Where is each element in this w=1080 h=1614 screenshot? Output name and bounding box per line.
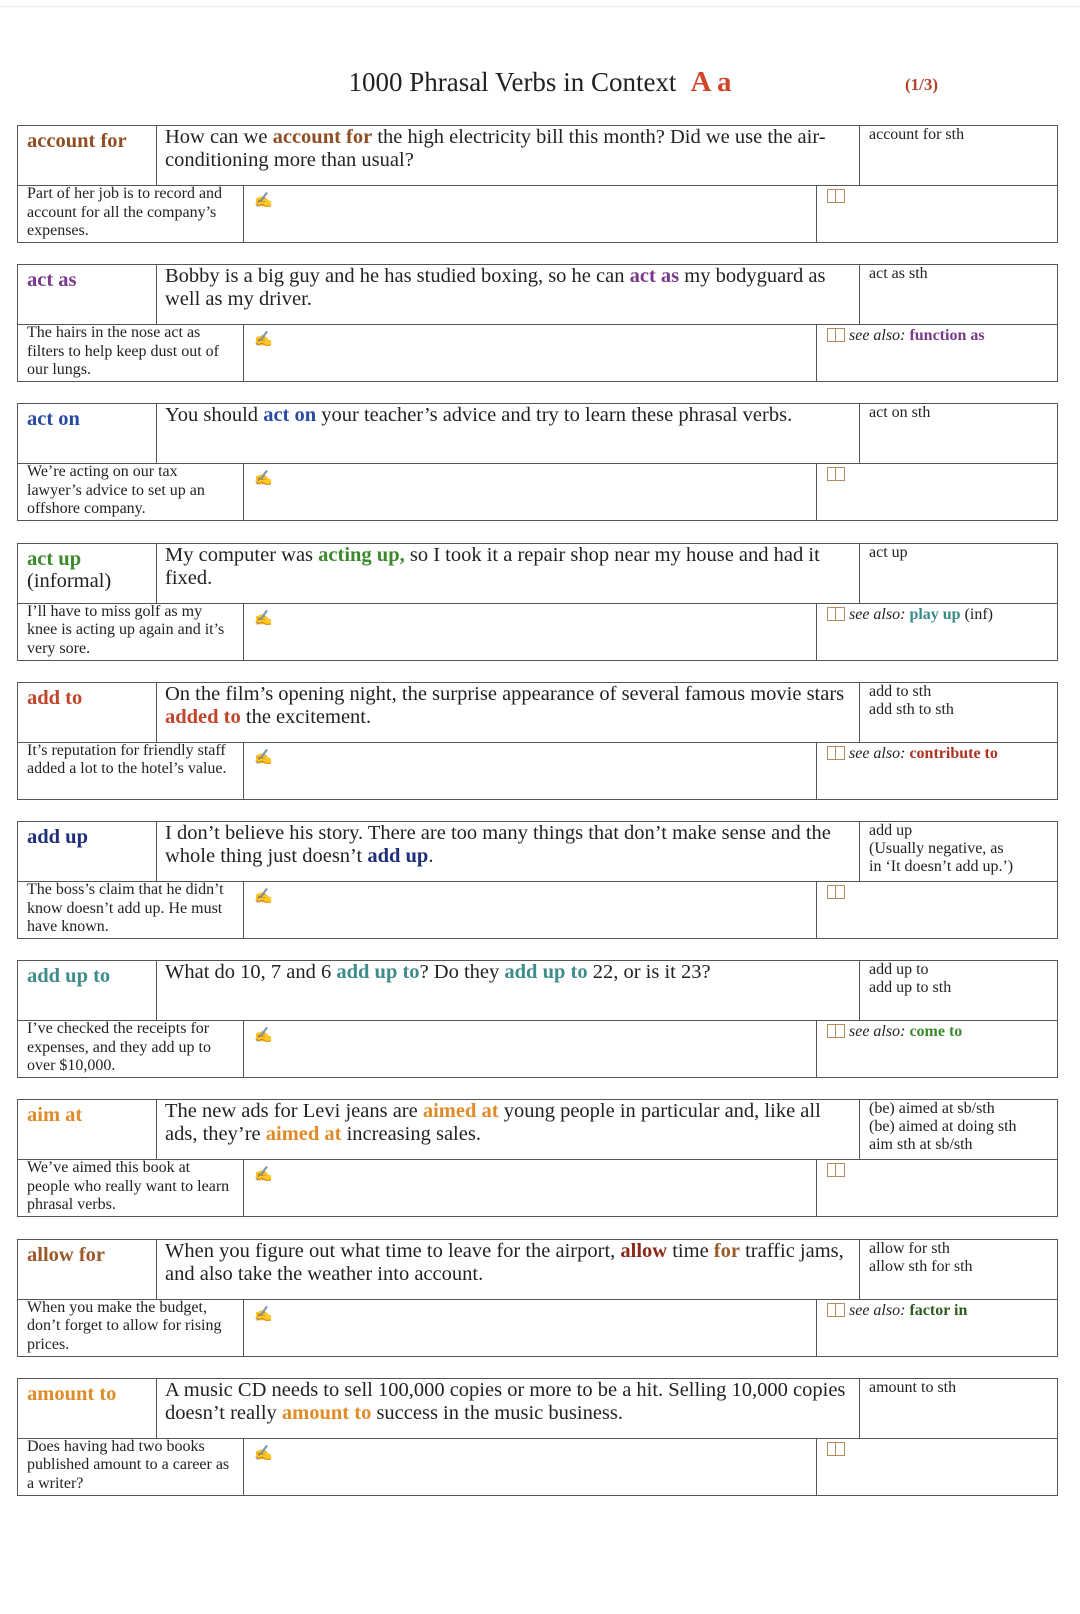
entry-block xyxy=(17,125,1058,243)
entry-block xyxy=(17,821,1058,939)
title-letters: A a xyxy=(690,66,732,98)
sentence-text: increasing sales. xyxy=(341,1123,481,1146)
entry-bottom-row xyxy=(18,1020,1057,1077)
see-also-verb[interactable]: contribute to xyxy=(909,744,998,762)
reference-cell xyxy=(817,1159,1057,1216)
example-sentence xyxy=(157,404,860,463)
entry-top-row xyxy=(18,683,1057,743)
second-example: The boss’s claim that he didn’t know doesn’t add up. He must have known. xyxy=(18,881,244,938)
notes-area[interactable] xyxy=(244,463,817,520)
book-icon xyxy=(827,607,845,621)
grammar-patterns xyxy=(860,544,1057,603)
entry-top-row xyxy=(18,1100,1057,1160)
sentence-text: The new ads for Levi jeans are xyxy=(165,1100,423,1123)
see-also-label: see also: xyxy=(849,327,910,345)
sentence-text: the excitement. xyxy=(240,705,372,728)
grammar-patterns xyxy=(860,265,1057,324)
reference-cell xyxy=(817,742,1057,799)
grammar-pattern: (Usually negative, as xyxy=(869,840,1004,857)
example-sentence xyxy=(157,544,860,603)
example-sentence xyxy=(157,1100,860,1159)
grammar-pattern: (be) aimed at sb/sth xyxy=(869,1100,995,1118)
book-icon xyxy=(827,467,845,481)
see-also-verb[interactable]: come to xyxy=(909,1023,963,1041)
notes-area[interactable] xyxy=(244,185,817,242)
notes-area[interactable] xyxy=(244,742,817,799)
phrasal-verb-cell xyxy=(18,1379,157,1438)
entry-block xyxy=(17,543,1058,661)
see-also-label: see also: xyxy=(849,605,910,623)
grammar-pattern: add up to xyxy=(869,961,929,979)
notes-area[interactable] xyxy=(244,1159,817,1216)
pencil-icon: ✍ xyxy=(254,1028,273,1045)
entry-block xyxy=(17,1239,1058,1357)
pencil-icon: ✍ xyxy=(254,749,273,766)
grammar-patterns xyxy=(860,961,1057,1020)
pencil-icon: ✍ xyxy=(254,1445,273,1462)
entry-top-row xyxy=(18,404,1057,464)
highlighted-verb: add up xyxy=(367,845,429,867)
grammar-pattern: act on sth xyxy=(869,404,931,422)
phrasal-verb-cell xyxy=(18,1240,157,1299)
entry-bottom-row xyxy=(18,1299,1057,1356)
see-also-suffix: (inf) xyxy=(960,605,994,623)
example-sentence xyxy=(157,961,860,1020)
reference-cell xyxy=(817,324,1057,381)
entry-block xyxy=(17,1378,1058,1496)
entry-block xyxy=(17,1099,1058,1217)
sentence-text: ? Do they xyxy=(419,961,505,984)
phrasal-verb: amount to xyxy=(27,1382,117,1405)
entry-bottom-row xyxy=(18,185,1057,242)
sentence-text: A music CD needs to sell 100,000 copies or more to be a hit. Selling 10,000 copies doesn’t really xyxy=(165,1378,846,1424)
phrasal-verb-cell xyxy=(18,126,157,185)
sentence-text: When you figure out what time to leave for the airport, xyxy=(165,1239,621,1262)
example-sentence xyxy=(157,822,860,881)
entry-block xyxy=(17,682,1058,800)
reference-cell xyxy=(817,185,1057,242)
sentence-text: the high electricity bill this month? Did we use the air-conditioning more than usual? xyxy=(165,126,826,171)
pencil-icon: ✍ xyxy=(254,889,273,905)
second-example: We’re acting on our tax lawyer’s advice to set up an offshore company. xyxy=(18,463,244,520)
book-icon xyxy=(827,885,845,899)
reference-cell xyxy=(817,603,1057,660)
grammar-patterns xyxy=(860,404,1057,463)
reference-cell xyxy=(817,1020,1057,1077)
highlighted-verb: add up to xyxy=(336,961,420,984)
grammar-pattern: aim sth at sb/sth xyxy=(869,1136,973,1154)
book-icon xyxy=(827,1163,845,1177)
phrasal-verb-cell xyxy=(18,822,157,881)
entry-top-row xyxy=(18,1240,1057,1300)
sentence-text: . xyxy=(428,845,434,867)
grammar-pattern: add to sth xyxy=(869,682,932,700)
highlighted-verb: act on xyxy=(263,404,317,427)
pencil-icon: ✍ xyxy=(254,1306,273,1323)
grammar-pattern: allow for sth xyxy=(869,1239,950,1257)
pencil-icon: ✍ xyxy=(254,471,273,488)
sentence-text: traffic jams, and also take the weather into account. xyxy=(165,1239,844,1285)
pencil-icon: ✍ xyxy=(254,193,273,209)
grammar-pattern: add up to sth xyxy=(869,979,952,997)
sentence-text: How can we xyxy=(165,126,273,148)
phrasal-verb-cell xyxy=(18,544,157,603)
see-also-label: see also: xyxy=(849,1023,910,1041)
phrasal-verb-cell xyxy=(18,404,157,463)
grammar-patterns xyxy=(860,1240,1057,1299)
grammar-pattern: add sth to sth xyxy=(869,700,954,718)
entry-top-row xyxy=(18,961,1057,1021)
pencil-icon: ✍ xyxy=(254,332,273,349)
phrasal-verb: act on xyxy=(27,408,80,431)
highlighted-verb: for xyxy=(713,1239,740,1262)
notes-area[interactable] xyxy=(244,324,817,381)
grammar-pattern: add up xyxy=(869,822,913,839)
example-sentence xyxy=(157,126,860,185)
reference-cell xyxy=(817,463,1057,520)
example-sentence xyxy=(157,1379,860,1438)
notes-area[interactable] xyxy=(244,1020,817,1077)
phrasal-verb: add up xyxy=(27,826,88,848)
pencil-icon: ✍ xyxy=(254,1167,273,1184)
page-indicator: (1/3) xyxy=(905,75,939,94)
book-icon xyxy=(827,189,845,203)
example-sentence xyxy=(157,683,860,742)
phrasal-verb-cell xyxy=(18,683,157,742)
sentence-text: success in the music business. xyxy=(371,1401,623,1424)
reference-cell xyxy=(817,1299,1057,1356)
highlighted-verb: acting up, xyxy=(318,543,405,566)
book-icon xyxy=(827,328,845,342)
reference-cell xyxy=(817,1438,1057,1495)
second-example: When you make the budget, don’t forget to allow for rising prices. xyxy=(18,1299,244,1356)
sentence-text: What do 10, 7 and 6 xyxy=(165,961,337,984)
usage-note: (informal) xyxy=(27,569,112,592)
phrasal-verb: aim at xyxy=(27,1104,83,1127)
highlighted-verb: amount to xyxy=(281,1401,372,1424)
entry-block xyxy=(17,264,1058,382)
grammar-pattern: amount to sth xyxy=(869,1378,957,1396)
highlighted-verb: added to xyxy=(165,705,241,728)
second-example: We’ve aimed this book at people who really want to learn phrasal verbs. xyxy=(18,1159,244,1216)
entry-top-row xyxy=(18,1379,1057,1439)
phrasal-verb: add to xyxy=(27,686,83,709)
book-icon xyxy=(827,1303,845,1317)
notes-area[interactable] xyxy=(244,603,817,660)
entry-top-row xyxy=(18,126,1057,186)
second-example: I’ll have to miss golf as my knee is acting up again and it’s very sore. xyxy=(18,603,244,660)
sentence-text: young people in particular and, like all ads, they’re xyxy=(165,1100,821,1146)
highlighted-verb: act as xyxy=(629,265,680,288)
grammar-patterns xyxy=(860,1100,1057,1159)
notes-area[interactable] xyxy=(244,881,817,938)
entry-bottom-row xyxy=(18,1438,1057,1495)
grammar-patterns xyxy=(860,126,1057,185)
highlighted-verb: allow xyxy=(620,1239,668,1262)
sentence-text: You should xyxy=(165,404,264,427)
sentence-text: Bobby is a big guy and he has studied boxing, so he can xyxy=(165,265,630,288)
book-icon xyxy=(827,1024,845,1038)
second-example: Does having had two books published amount to a career as a writer? xyxy=(18,1438,244,1495)
grammar-pattern: act as sth xyxy=(869,265,928,283)
sentence-text: your teacher’s advice and try to learn these phrasal verbs. xyxy=(316,404,793,427)
phrasal-verb: act as xyxy=(27,269,77,292)
see-also-verb[interactable]: function as xyxy=(909,327,985,345)
entry-bottom-row xyxy=(18,463,1057,520)
example-sentence xyxy=(157,1240,860,1299)
see-also-verb[interactable]: factor in xyxy=(909,1301,968,1319)
reference-cell xyxy=(817,881,1057,938)
phrasal-verb: act up xyxy=(27,547,82,570)
second-example: Part of her job is to record and account for all the company’s expenses. xyxy=(18,185,244,242)
second-example: I’ve checked the receipts for expenses, and they add up to over $10,000. xyxy=(18,1020,244,1077)
sentence-text: 22, or is it 23? xyxy=(587,961,711,984)
sentence-text: time xyxy=(667,1239,714,1262)
see-also-label: see also: xyxy=(849,744,910,762)
grammar-pattern: in ‘It doesn’t add up.’) xyxy=(869,858,1014,875)
grammar-pattern: account for sth xyxy=(869,126,965,143)
phrasal-verb: account for xyxy=(27,130,127,152)
see-also-verb[interactable]: play up xyxy=(909,605,961,623)
second-example: The hairs in the nose act as filters to help keep dust out of our lungs. xyxy=(18,324,244,381)
grammar-patterns xyxy=(860,822,1057,881)
highlighted-verb: add up to xyxy=(504,961,588,984)
grammar-pattern: (be) aimed at doing sth xyxy=(869,1118,1017,1136)
sentence-text: I don’t believe his story. There are too many things that don’t make sense and the whole thing just doesn’t xyxy=(165,822,831,867)
book-icon xyxy=(827,1442,845,1456)
entry-bottom-row xyxy=(18,1159,1057,1216)
second-example: It’s reputation for friendly staff added a lot to the hotel’s value. xyxy=(18,742,244,799)
highlighted-verb: account for xyxy=(272,126,373,148)
grammar-pattern: allow sth for sth xyxy=(869,1257,973,1275)
phrasal-verb-cell xyxy=(18,1100,157,1159)
entry-block xyxy=(17,403,1058,521)
grammar-pattern: act up xyxy=(869,543,908,561)
entry-bottom-row xyxy=(18,603,1057,660)
entry-bottom-row xyxy=(18,324,1057,381)
top-divider xyxy=(0,6,1080,7)
notes-area[interactable] xyxy=(244,1299,817,1356)
phrasal-verb: allow for xyxy=(27,1243,105,1266)
entry-block xyxy=(17,960,1058,1078)
entry-bottom-row xyxy=(18,742,1057,799)
book-icon xyxy=(827,746,845,760)
phrasal-verb-cell xyxy=(18,265,157,324)
entry-top-row xyxy=(18,265,1057,325)
example-sentence xyxy=(157,265,860,324)
phrasal-verb: add up to xyxy=(27,965,111,988)
notes-area[interactable] xyxy=(244,1438,817,1495)
sentence-text: my bodyguard as well as my driver. xyxy=(165,265,826,311)
sentence-text: so I took it a repair shop near my house and had it fixed. xyxy=(165,543,820,589)
highlighted-verb: aimed at xyxy=(422,1100,499,1123)
pencil-icon: ✍ xyxy=(254,610,273,627)
sentence-text: My computer was xyxy=(165,543,319,566)
grammar-patterns xyxy=(860,683,1057,742)
phrasal-verb-cell xyxy=(18,961,157,1020)
entry-top-row xyxy=(18,544,1057,604)
highlighted-verb: aimed at xyxy=(265,1123,342,1146)
sentence-text: On the film’s opening night, the surprise appearance of several famous movie stars xyxy=(165,682,845,705)
grammar-patterns xyxy=(860,1379,1057,1438)
see-also-label: see also: xyxy=(849,1301,910,1319)
title-text: 1000 Phrasal Verbs in Context xyxy=(348,67,677,97)
entry-top-row xyxy=(18,822,1057,882)
entry-bottom-row xyxy=(18,881,1057,938)
